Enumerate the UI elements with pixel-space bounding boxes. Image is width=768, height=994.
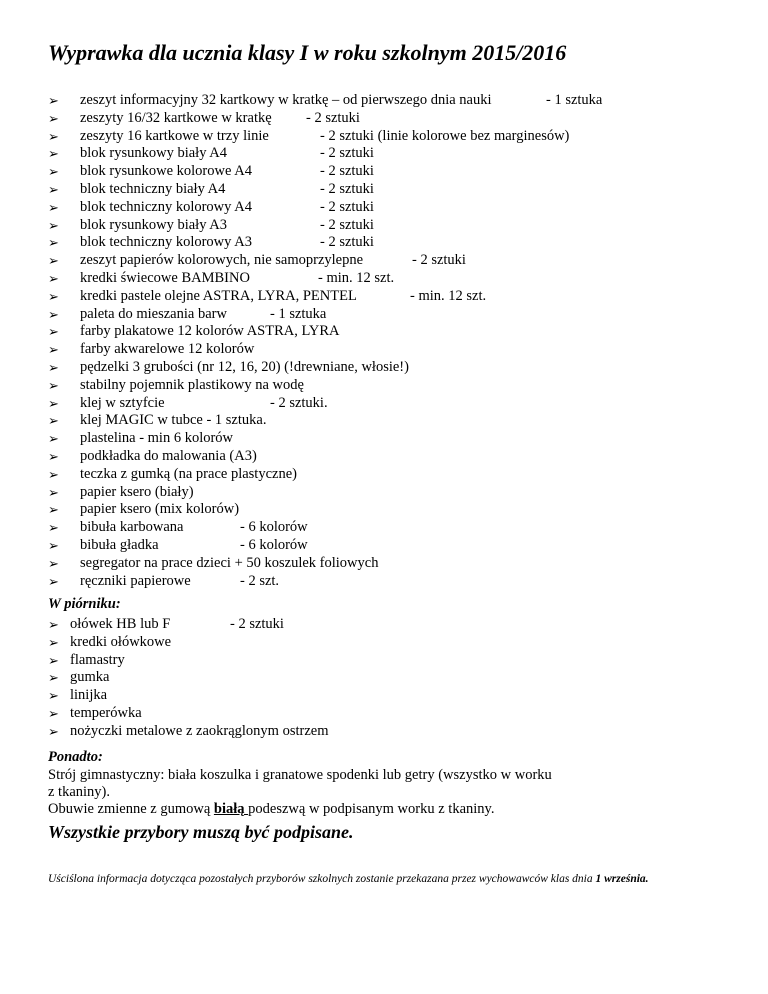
pencil-item-text: linijka (70, 687, 108, 704)
arrow-bullet-icon: ➢ (48, 484, 59, 500)
shoes-text-after: podeszwą w podpisanym worku z tkaniny. (248, 801, 495, 817)
footnote-text: Uściślona informacja dotycząca pozostałych przyborów szkolnych zostanie przekazana przez wychowawców klas dnia (48, 873, 596, 885)
supply-item-text: blok rysunkowy biały A3 (80, 216, 228, 233)
supply-item-text: kredki świecowe BAMBINO (80, 269, 250, 286)
supply-item-text: zeszyt informacyjny 32 kartkowy w kratkę – od pierwszego dnia nauki (80, 92, 492, 108)
pencil-item-text: kredki ołówkowe (70, 633, 172, 650)
arrow-bullet-icon: ➢ (48, 199, 59, 215)
gym-outfit-line: Strój gimnastyczny: biała koszulka i granatowe spodenki lub getry (wszystko w worku (48, 767, 552, 783)
supply-item-text: farby akwarelowe 12 kolorów (80, 341, 255, 358)
supply-item-text: blok techniczny biały A4 (80, 180, 226, 197)
supply-item-text: klej w sztyfcie (80, 394, 165, 411)
pencil-item-text: nożyczki metalowe z zaokrąglonym ostrzem (70, 722, 329, 739)
supply-item-quantity: - 2 sztuki. (270, 394, 328, 411)
supply-item-quantity: - 2 sztuki (320, 163, 374, 180)
arrow-bullet-icon: ➢ (48, 110, 59, 126)
supply-item-quantity: - 2 sztuki (320, 145, 374, 162)
supply-item-text: bibuła gładka (80, 536, 159, 553)
arrow-bullet-icon: ➢ (48, 377, 59, 393)
supply-item-text: blok rysunkowe kolorowe A4 (80, 163, 252, 180)
supply-item-quantity: - 6 kolorów (240, 536, 308, 553)
pencil-item-text: temperówka (70, 704, 142, 721)
supply-item-text: zeszyty 16/32 kartkowe w kratkę (80, 109, 272, 126)
arrow-bullet-icon: ➢ (48, 652, 59, 668)
pencil-item-text: flamastry (70, 651, 125, 668)
supply-item-text: ręczniki papierowe (80, 572, 191, 589)
supply-item-text: podkładka do malowania (A3) (80, 447, 257, 464)
supply-item-text: zeszyt papierów kolorowych, nie samoprzylepne (80, 252, 364, 269)
arrow-bullet-icon: ➢ (48, 431, 59, 447)
arrow-bullet-icon: ➢ (48, 502, 59, 518)
supply-item-text: segregator na prace dzieci + 50 koszulek foliowych (80, 554, 379, 571)
arrow-bullet-icon: ➢ (48, 705, 59, 721)
supply-item-text: zeszyty 16 kartkowe w trzy linie (80, 127, 269, 144)
arrow-bullet-icon: ➢ (48, 146, 59, 162)
arrow-bullet-icon: ➢ (48, 617, 59, 632)
labeling-note: Wszystkie przybory muszą być podpisane. (48, 822, 354, 842)
supply-item-text: papier ksero (mix kolorów) (80, 501, 240, 518)
arrow-bullet-icon: ➢ (48, 395, 59, 411)
supply-item-quantity: - 2 sztuki (320, 216, 374, 233)
arrow-bullet-icon: ➢ (48, 288, 59, 304)
shoes-text-before: Obuwie zmienne z gumową (48, 801, 214, 817)
footnote (48, 870, 738, 888)
supply-item-quantity: - 6 kolorów (240, 519, 308, 536)
arrow-bullet-icon: ➢ (48, 555, 59, 571)
arrow-bullet-icon: ➢ (48, 217, 59, 233)
supply-item-text: farby plakatowe 12 kolorów ASTRA, LYRA (80, 323, 340, 340)
supply-item-quantity: - min. 12 szt. (410, 287, 487, 304)
supply-item-quantity: - 2 szt. (240, 572, 280, 589)
footnote-date: 1 września. (595, 873, 649, 885)
arrow-bullet-icon: ➢ (48, 634, 59, 650)
arrow-bullet-icon: ➢ (48, 359, 59, 375)
supply-item-quantity: - 2 sztuki (320, 180, 374, 197)
arrow-bullet-icon: ➢ (48, 324, 59, 340)
additionally-heading: Ponadto: (48, 749, 103, 765)
supply-item-quantity: - 2 sztuki (linie kolorowe bez marginesów) (320, 127, 570, 144)
supply-item-text: papier ksero (biały) (80, 483, 194, 500)
supply-item-text: plastelina - min 6 kolorów (80, 430, 234, 447)
supply-item-quantity: - min. 12 szt. (318, 269, 395, 286)
arrow-bullet-icon: ➢ (48, 181, 59, 197)
supply-item-text: stabilny pojemnik plastikowy na wodę (80, 376, 304, 393)
arrow-bullet-icon: ➢ (48, 342, 59, 358)
arrow-bullet-icon: ➢ (48, 520, 59, 536)
supply-item-quantity: - 1 sztuka (270, 305, 327, 322)
gym-outfit-line-cont: z tkaniny). (48, 784, 111, 800)
arrow-bullet-icon: ➢ (48, 164, 59, 180)
arrow-bullet-icon: ➢ (48, 253, 59, 269)
arrow-bullet-icon: ➢ (48, 537, 59, 553)
arrow-bullet-icon: ➢ (48, 723, 59, 739)
pencil-item-quantity: - 2 sztuki (230, 616, 284, 632)
supply-item-text: bibuła karbowana (80, 519, 184, 536)
pencil-item-text: ołówek HB lub F (70, 616, 171, 632)
supply-item-quantity: - 2 sztuki (306, 109, 360, 126)
supply-item-text: pędzelki 3 grubości (nr 12, 16, 20) (!drewniane, włosie!) (80, 358, 409, 375)
arrow-bullet-icon: ➢ (48, 688, 59, 704)
arrow-bullet-icon: ➢ (48, 466, 59, 482)
supply-item-text: blok techniczny kolorowy A4 (80, 198, 252, 215)
supply-item-quantity: - 2 sztuki (320, 234, 374, 251)
arrow-bullet-icon: ➢ (48, 573, 59, 589)
supply-item-text: kredki pastele olejne ASTRA, LYRA, PENTEL (80, 287, 357, 304)
supply-item-quantity: - 1 sztuka (546, 92, 603, 108)
supply-item-quantity: - 2 sztuki (320, 198, 374, 215)
supply-item-text: blok techniczny kolorowy A3 (80, 234, 252, 251)
supply-item-text: paleta do mieszania barw (80, 305, 227, 322)
shoes-emphasis: białą (213, 801, 249, 817)
arrow-bullet-icon: ➢ (48, 670, 59, 686)
arrow-bullet-icon: ➢ (48, 235, 59, 251)
supply-item-text: teczka z gumką (na prace plastyczne) (80, 465, 297, 482)
arrow-bullet-icon: ➢ (48, 413, 59, 429)
arrow-bullet-icon: ➢ (48, 93, 59, 108)
arrow-bullet-icon: ➢ (48, 128, 59, 144)
arrow-bullet-icon: ➢ (48, 306, 59, 322)
pencil-item-text: gumka (70, 669, 110, 686)
supply-item-quantity: - 2 sztuki (412, 252, 466, 269)
supply-item-text: klej MAGIC w tubce - 1 sztuka. (80, 412, 267, 429)
pencil-case-heading: W piórniku: (48, 596, 121, 612)
page-title: Wyprawka dla ucznia klasy I w roku szkolnym 2015/2016 (48, 40, 567, 65)
arrow-bullet-icon: ➢ (48, 270, 59, 286)
shoes-line (48, 801, 494, 819)
supply-item-text: blok rysunkowy biały A4 (80, 145, 228, 162)
arrow-bullet-icon: ➢ (48, 448, 59, 464)
